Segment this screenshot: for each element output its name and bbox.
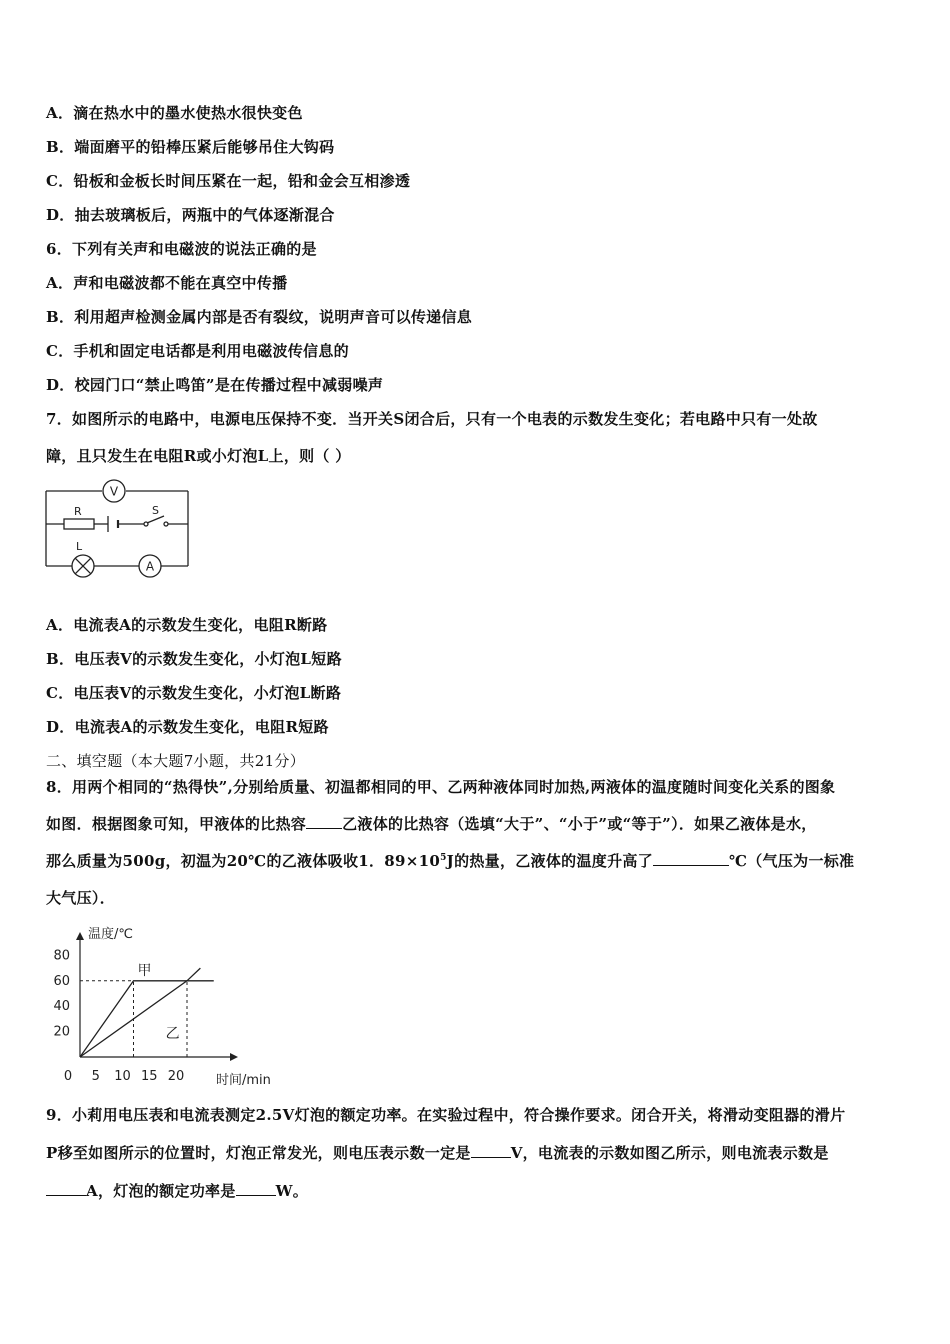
q5-option-d: D．抽去玻璃板后，两瓶中的气体逐渐混合: [46, 206, 335, 224]
battery-symbol: [108, 516, 118, 532]
series-label-2: 乙: [165, 1025, 180, 1042]
y-tick-label: 60: [53, 973, 70, 989]
q8-line3-part1: 那么质量为500g，初温为20℃的乙液体吸收1．89×10: [46, 852, 441, 870]
y-axis-arrow: [76, 932, 84, 940]
q7-stem-line2: 障，且只发生在电阻R或小灯泡L上，则（ ）: [46, 447, 351, 465]
x-tick-label: 10: [114, 1069, 131, 1084]
answer-blank[interactable]: [306, 814, 342, 829]
y-tick-label: 80: [53, 948, 70, 964]
q6-option-b: B．利用超声检测金属内部是否有裂纹，说明声音可以传递信息: [46, 308, 473, 326]
q7-option-b: B．电压表V的示数发生变化，小灯泡L短路: [46, 650, 342, 668]
q7-option-c: C．电压表V的示数发生变化，小灯泡L断路: [46, 684, 342, 702]
q9-line2-part1: P移至如图所示的位置时，灯泡正常发光，则电压表示数一定是: [46, 1144, 471, 1162]
lamp-label: L: [76, 540, 83, 553]
x-tick-label: 20: [167, 1069, 185, 1084]
x-axis-arrow: [230, 1053, 238, 1061]
q5-option-b: B．端面磨平的铅棒压紧后能够吊住大钩码: [46, 138, 335, 156]
series-line-1: [80, 981, 214, 1057]
x-tick-label: 0: [63, 1069, 73, 1084]
q5-option-c: C．铅板和金板长时间压紧在一起，铅和金会互相渗透: [46, 172, 411, 190]
q7-option-d: D．电流表A的示数发生变化，电阻R短路: [46, 718, 329, 736]
q8-line3-part2: J的热量，乙液体的温度升高了: [446, 852, 653, 870]
switch-label: S: [152, 504, 159, 517]
y-tick-label: 40: [53, 999, 70, 1015]
y-axis-label: 温度/℃: [88, 927, 133, 942]
q9-line1: 9．小莉用电压表和电流表测定2.5V灯泡的额定功率。在实验过程中，符合操作要求。闭合开关，将滑动变阻器的滑片: [46, 1106, 846, 1124]
switch-symbol: [144, 516, 168, 526]
q8-line2: [46, 813, 817, 834]
q8-line3-part3: ℃（气压为一标准: [728, 852, 855, 870]
y-tick-label: 20: [53, 1024, 70, 1040]
q6-option-a: A．声和电磁波都不能在真空中传播: [46, 274, 288, 292]
q6-option-d: D．校园门口“禁止鸣笛”是在传播过程中减弱噪声: [46, 376, 384, 394]
q9-line2-part2: V，电流表的示数如图乙所示，则电流表示数是: [510, 1144, 829, 1162]
resistor-label: R: [74, 505, 82, 518]
q5-option-a: A．滴在热水中的墨水使热水很快变色: [46, 104, 303, 122]
q8-line4: 大气压）．: [46, 889, 116, 907]
ammeter-label: A: [145, 559, 155, 574]
q9-line2: [46, 1142, 829, 1163]
circuit-diagram: [40, 478, 200, 578]
q8-line3: [46, 850, 854, 871]
q8-line1: 8．用两个相同的“热得快”,分别给质量、初温都相同的甲、乙两种液体同时加热,两液体的温度随时间变化关系的图象: [46, 778, 836, 796]
q8-line2-part1: 如图．根据图象可知，甲液体的比热容: [46, 815, 307, 833]
answer-blank[interactable]: [236, 1181, 276, 1196]
series-label-1: 甲: [137, 962, 152, 979]
q6-option-c: C．手机和固定电话都是利用电磁波传信息的: [46, 342, 349, 360]
q8-line2-part2: 乙液体的比热容（选填“大于”、“小于”或“等于”）．如果乙液体是水，: [342, 815, 817, 833]
x-tick-label: 15: [140, 1069, 158, 1084]
q8-exponent: 5: [440, 853, 447, 863]
x-tick-label: 5: [91, 1069, 100, 1084]
lamp-symbol: [72, 555, 94, 577]
temperature-time-chart: [40, 920, 300, 1095]
voltmeter-label: V: [109, 484, 119, 499]
resistor-symbol: [64, 519, 94, 529]
q9-line3-part2: W。: [275, 1182, 309, 1200]
answer-blank[interactable]: [471, 1143, 511, 1158]
q9-line3: [46, 1180, 308, 1201]
answer-blank[interactable]: [653, 851, 729, 866]
answer-blank[interactable]: [46, 1181, 86, 1196]
section-heading: 二、填空题（本大题7小题，共21分）: [46, 752, 306, 770]
q7-stem-line1: 7．如图所示的电路中，电源电压保持不变．当开关S闭合后，只有一个电表的示数发生变化；若电路中只有一处故: [46, 410, 818, 428]
q6-stem: 6．下列有关声和电磁波的说法正确的是: [46, 240, 317, 258]
q9-line3-part1: A，灯泡的额定功率是: [86, 1182, 236, 1200]
q7-option-a: A．电流表A的示数发生变化，电阻R断路: [46, 616, 328, 634]
x-axis-label: 时间/min: [216, 1073, 271, 1088]
